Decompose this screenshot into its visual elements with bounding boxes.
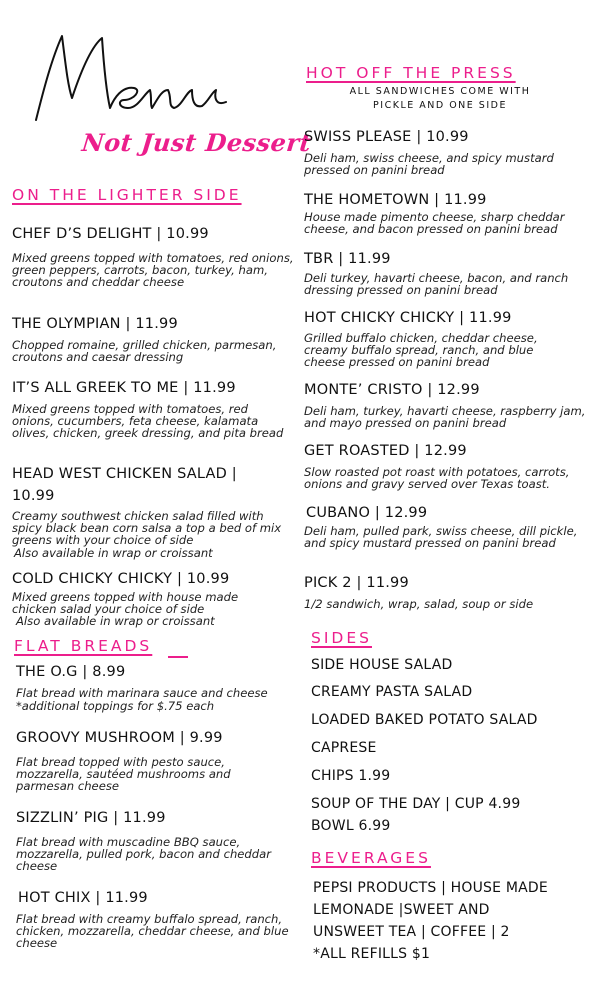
- section-heading-sides: SIDES: [311, 629, 372, 647]
- beverage-line: PEPSI PRODUCTS | HOUSE MADE: [313, 880, 548, 896]
- item-name: THE O.G | 8.99: [16, 664, 126, 680]
- item-note: Also available in wrap or croissant: [14, 546, 213, 560]
- item-description: 1/2 sandwich, wrap, salad, soup or side: [304, 597, 534, 611]
- item-description: Slow roasted pot roast with potatoes, carrots, onions and gravy served over Texas toast.: [304, 465, 570, 492]
- item-note: *additional toppings for $.75 each: [16, 699, 215, 713]
- item-name: PICK 2 | 11.99: [304, 575, 409, 591]
- press-note-line1: ALL SANDWICHES COME WITH: [349, 86, 531, 97]
- item-description: Deli turkey, havarti cheese, bacon, and ranch dressing pressed on panini bread: [304, 271, 569, 298]
- item-name: GROOVY MUSHROOM | 9.99: [16, 730, 223, 746]
- item-description: Grilled buffalo chicken, cheddar cheese, creamy buffalo spread, ranch, and blue cheese pressed on panini bread: [304, 331, 538, 370]
- item-name: HEAD WEST CHICKEN SALAD |: [12, 466, 237, 482]
- beverage-line: UNSWEET TEA | COFFEE | 2: [313, 924, 510, 940]
- item-description: Flat bread topped with pesto sauce, mozzarella, sautéed mushrooms and parmesan cheese: [16, 755, 231, 794]
- side-item: SOUP OF THE DAY | CUP 4.99: [311, 796, 521, 812]
- beverage-line: LEMONADE |SWEET AND: [313, 902, 490, 918]
- item-name: SIZZLIN’ PIG | 11.99: [16, 810, 166, 826]
- item-name: CUBANO | 12.99: [306, 505, 428, 521]
- item-name: THE OLYMPIAN | 11.99: [12, 316, 178, 332]
- item-description: Creamy southwest chicken salad filled with spicy black bean corn salsa a top a bed of mix greens with your choice of side: [12, 509, 282, 548]
- side-item: CREAMY PASTA SALAD: [311, 684, 473, 700]
- menu-script-logo: [22, 28, 232, 128]
- section-heading-beverages: BEVERAGES: [311, 849, 431, 867]
- item-description: Deli ham, turkey, havarti cheese, raspberry jam, and mayo pressed on panini bread: [304, 404, 586, 431]
- item-description: Flat bread with creamy buffalo spread, ranch, chicken, mozzarella, cheddar cheese, and blue cheese: [16, 912, 289, 951]
- item-description: Deli ham, pulled park, swiss cheese, dill pickle, and spicy mustard pressed on panini bread: [304, 524, 578, 551]
- item-name: HOT CHICKY CHICKY | 11.99: [304, 310, 512, 326]
- side-item: CAPRESE: [311, 740, 377, 756]
- item-name: COLD CHICKY CHICKY | 10.99: [12, 571, 230, 587]
- section-heading-lighter: ON THE LIGHTER SIDE: [12, 186, 242, 204]
- section-heading-press: HOT OFF THE PRESS: [306, 64, 516, 82]
- item-description: Mixed greens topped with house made chicken salad your choice of side: [12, 590, 239, 617]
- side-item: CHIPS 1.99: [311, 768, 391, 784]
- item-name: TBR | 11.99: [304, 251, 391, 267]
- heading-underline: [168, 656, 188, 658]
- side-item: LOADED BAKED POTATO SALAD: [311, 712, 538, 728]
- item-description: House made pimento cheese, sharp cheddar cheese, and bacon pressed on panini bread: [304, 210, 565, 237]
- item-name: GET ROASTED | 12.99: [304, 443, 467, 459]
- section-heading-flatbreads: FLAT BREADS: [14, 637, 153, 655]
- item-description: Chopped romaine, grilled chicken, parmesan, croutons and caesar dressing: [12, 338, 277, 365]
- item-description: Mixed greens topped with tomatoes, red onions, cucumbers, feta cheese, kalamata olives, chicken, greek dressing, and pita bread: [12, 402, 284, 441]
- item-name: MONTE’ CRISTO | 12.99: [304, 382, 480, 398]
- item-price: 10.99: [12, 488, 55, 504]
- item-description: Deli ham, swiss cheese, and spicy mustard pressed on panini bread: [304, 151, 554, 178]
- beverage-line: *ALL REFILLS $1: [313, 946, 431, 962]
- item-name: CHEF D’S DELIGHT | 10.99: [12, 226, 209, 242]
- item-description: Mixed greens topped with tomatoes, red onions, green peppers, carrots, bacon, turkey, ham, croutons and cheddar cheese: [12, 251, 294, 290]
- press-note-line2: PICKLE AND ONE SIDE: [373, 100, 507, 111]
- item-name: HOT CHIX | 11.99: [18, 890, 148, 906]
- item-description: Flat bread with marinara sauce and cheese: [16, 686, 268, 700]
- item-note: Also available in wrap or croissant: [16, 614, 215, 628]
- item-name: IT’S ALL GREEK TO ME | 11.99: [12, 380, 236, 396]
- side-item: BOWL 6.99: [311, 818, 391, 834]
- side-item: SIDE HOUSE SALAD: [311, 657, 453, 673]
- item-name: SWISS PLEASE | 10.99: [304, 129, 469, 145]
- subtitle: Not Just Dessert: [80, 128, 313, 157]
- item-description: Flat bread with muscadine BBQ sauce, mozzarella, pulled pork, bacon and cheddar cheese: [16, 835, 272, 874]
- item-name: THE HOMETOWN | 11.99: [304, 192, 487, 208]
